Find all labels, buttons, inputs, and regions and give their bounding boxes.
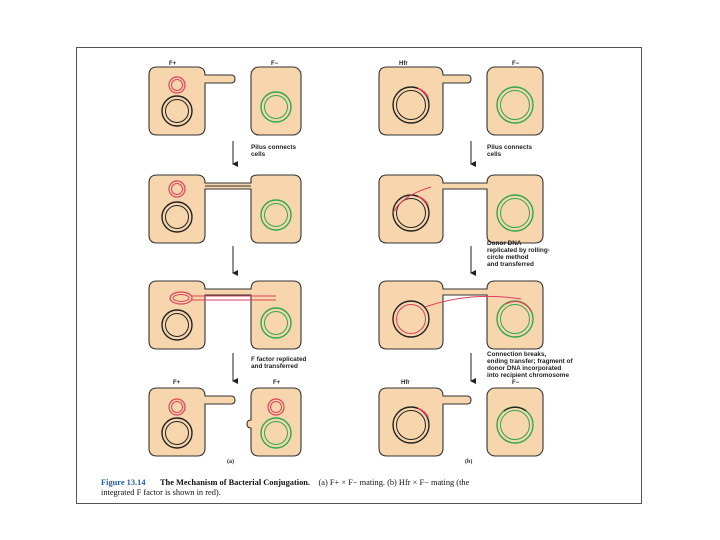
step-a-replicated: F factor replicated and transferred [251,356,307,370]
caption-figure-number: Figure 13.14 [101,478,146,487]
caption-title: The Mechanism of Bacterial Conjugation. [159,478,311,487]
step-a-pilus: Pilus connects cells [251,144,297,158]
label-hfr: Hfr [399,61,408,67]
b-row1 [379,61,543,135]
label-f-minus: F− [271,61,279,67]
mating-pair [149,175,301,243]
step-b-breaks: Connection breaks, ending transfer; fragment of donor DNA incorporated into recipient chromosome [487,351,573,379]
b-row3 [379,281,543,349]
label-f-plus-result: F+ [173,380,181,386]
panel-b-label: (b) [465,459,473,465]
donor-cell [149,67,235,135]
caption-text-2: integrated F factor is shown in red). [101,488,221,497]
conjugation-diagram [77,48,643,505]
svg-text:Figure 13.14 The Mechani [101,472,470,489]
a-row1 [149,61,301,135]
label-f-minus-result: F− [512,380,520,386]
a-row2 [149,175,301,243]
a-row4 [149,380,301,456]
label-f-plus-converted: F+ [273,380,281,386]
caption-text-1: (a) F+ × F− mating. (b) Hfr × F− mating (the [318,478,470,487]
step-b-pilus: Pilus connects cells [487,144,533,158]
figure-frame [76,47,642,504]
label-f-minus-b: F− [512,61,520,67]
b-row4 [379,380,543,456]
label-hfr-result: Hfr [401,380,410,386]
step-b-donor: Donor DNA replicated by rolling- circle method and transferred [487,240,550,268]
panel-a-label: (a) [227,459,234,465]
figure-caption [101,472,470,497]
b-row2 [379,175,543,243]
recipient-cell [251,67,301,135]
label-f-plus: F+ [169,61,177,67]
a-row3 [149,281,301,349]
